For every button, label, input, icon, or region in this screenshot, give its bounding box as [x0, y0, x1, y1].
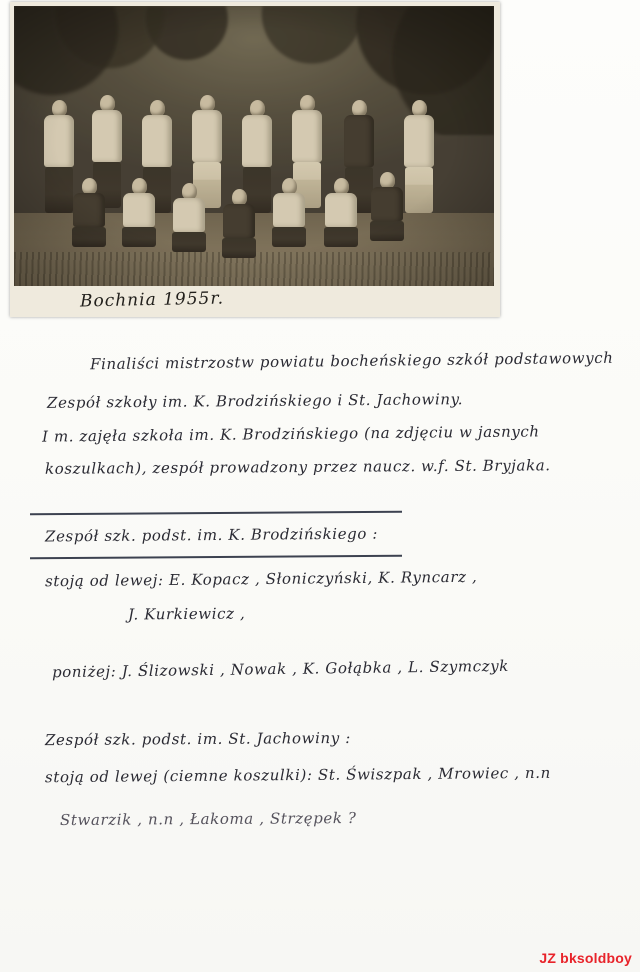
divider-line-top — [30, 511, 402, 515]
photo-paper-border — [10, 2, 500, 317]
team-1-title: Zespół szk. podst. im. K. Brodzińskiego : — [44, 524, 379, 546]
photo-image-team — [14, 6, 494, 286]
team-2-standing: stoją od lewej (ciemne koszulki): St. Świszpak , Mrowiec , n.n — [44, 763, 551, 787]
note-line-2: Zespół szkoły im. K. Brodzińskiego i St. Jachowiny. — [46, 390, 464, 412]
team-1-standing-cont: J. Kurkiewicz , — [127, 604, 246, 624]
photo-vignette — [14, 6, 494, 286]
watermark: JZ bksoldboy — [539, 950, 632, 966]
divider-line-bottom — [30, 555, 402, 559]
photograph — [10, 2, 500, 317]
team-2-title: Zespół szk. podst. im. St. Jachowiny : — [44, 728, 351, 750]
team-1-standing: stoją od lewej: E. Kopacz , Słoniczyński, K. Ryncarz , — [44, 567, 478, 591]
photo-caption: Bochnia 1955r. — [79, 288, 225, 312]
note-line-1: Finaliści mistrzostw powiatu bocheńskiego szkół podstawowych — [89, 348, 614, 374]
note-line-4: koszulkach), zespół prowadzony przez naucz. w.f. St. Bryjaka. — [44, 456, 551, 478]
note-line-3: I m. zajęła szkoła im. K. Brodzińskiego (na zdjęciu w jasnych — [41, 422, 540, 446]
team-2-standing-cont: Stwarzik , n.n , Łakoma , Strzępek ? — [59, 808, 357, 830]
team-1-below: poniżej: J. Ślizowski , Nowak , K. Gołąbka , L. Szymczyk — [51, 656, 510, 682]
